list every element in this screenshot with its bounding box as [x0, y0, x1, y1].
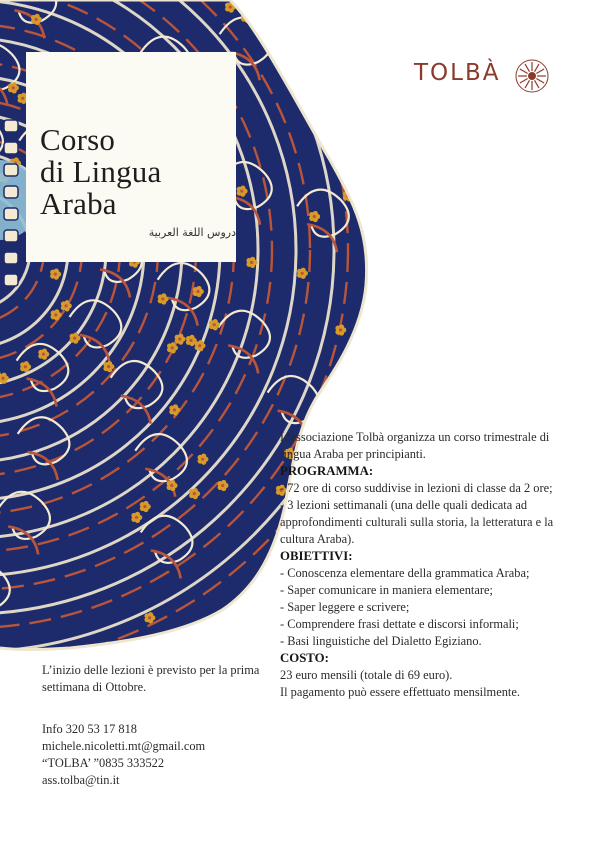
- logo-text: TOLBÀ: [414, 60, 501, 86]
- obiettivi-heading: OBIETTIVI:: [280, 549, 353, 563]
- costo-line: 23 euro mensili (totale di 69 euro).: [280, 668, 453, 682]
- contact-phone: Info 320 53 17 818: [42, 722, 137, 736]
- costo-heading: COSTO:: [280, 651, 329, 665]
- obiettivi-item: - Basi linguistiche del Dialetto Egiziano.: [280, 634, 482, 648]
- title-line-3: Araba: [40, 186, 117, 221]
- course-info: [280, 429, 580, 701]
- obiettivi-item: - Conoscenza elementare della grammatica Araba;: [280, 566, 530, 580]
- tolba-logo: [414, 58, 564, 98]
- arabic-subtitle: دروس اللغة العربية: [148, 226, 236, 239]
- title-line-1: Corso: [40, 122, 116, 157]
- obiettivi-item: - Saper leggere e scrivere;: [280, 600, 410, 614]
- programma-item: - 3 lezioni settimanali (una delle quali dedicata ad approfondimenti culturali sulla storia, la letteratura e la cultura Araba).: [280, 498, 554, 546]
- obiettivi-item: - Comprendere frasi dettate e discorsi informali;: [280, 617, 519, 631]
- start-and-contacts: [42, 662, 272, 789]
- contact-tolba-phone: “TOLBA’ ”0835 333522: [42, 756, 165, 770]
- obiettivi-item: - Saper comunicare in maniera elementare;: [280, 583, 493, 597]
- title-line-2: di Lingua: [40, 154, 162, 189]
- start-date-text: L’inizio delle lezioni è previsto per la prima settimana di Ottobre.: [42, 663, 260, 694]
- rosette-icon: [514, 58, 550, 94]
- programma-item: - 72 ore di corso suddivise in lezioni di classe da 2 ore;: [280, 481, 553, 495]
- intro-text: L’associazione Tolbà organizza un corso trimestrale di lingua Araba per principianti.: [280, 430, 550, 461]
- contact-email: michele.nicoletti.mt@gmail.com: [42, 739, 206, 753]
- title-card: [26, 52, 236, 262]
- costo-line: Il pagamento può essere effettuato mensilmente.: [280, 685, 520, 699]
- contact-tolba-email: ass.tolba@tin.it: [42, 773, 120, 787]
- programma-heading: PROGRAMMA:: [280, 464, 374, 478]
